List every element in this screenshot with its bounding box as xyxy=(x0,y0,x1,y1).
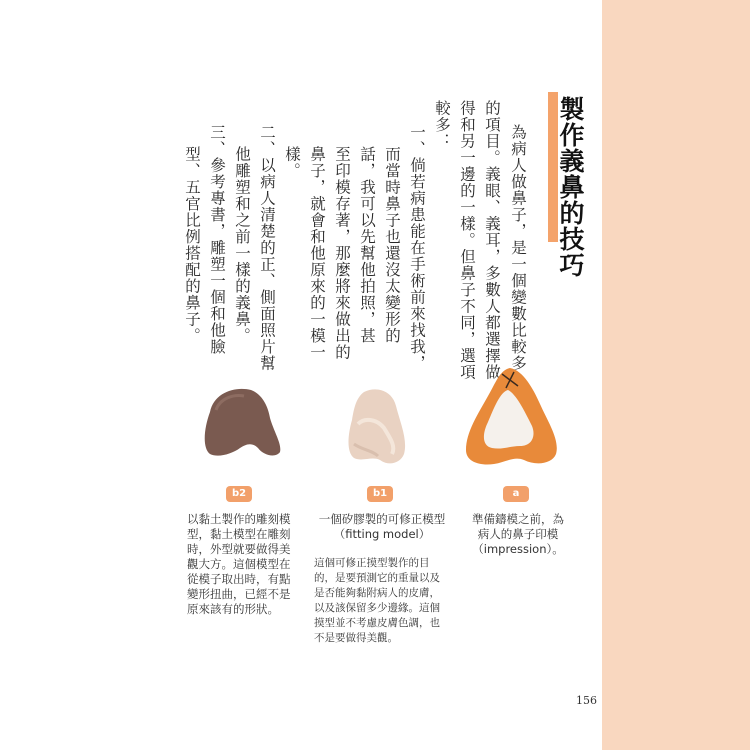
caption-line: 以黏土製作的雕刻模 xyxy=(187,512,291,526)
item2-line: 二、以病人清楚的正、側面照片幫 xyxy=(258,124,276,372)
item1-line: 一、倘若病患能在手術前來找我， xyxy=(408,124,426,372)
intro-line: 得和另一邊的一樣。但鼻子不同，選項 xyxy=(458,100,476,381)
caption-line: 病人的鼻子印模 xyxy=(477,527,559,541)
caption-line: 變形扭曲，已經不是 xyxy=(187,587,291,601)
item1-line: 話，我可以先幫他拍照，甚 xyxy=(358,146,376,344)
item1-line: 至印模存著，那麼將來做出的 xyxy=(333,146,351,361)
caption-line: 一個矽膠製的可修正模型 xyxy=(318,512,446,526)
item3-line: 三、參考專書，雕塑一個和他臉 xyxy=(208,124,226,355)
note-line: 以及該保留多少邊緣。這個 xyxy=(314,602,440,614)
title-text: 製作義鼻的技巧 xyxy=(556,96,585,278)
caption-line: （fitting model） xyxy=(333,527,431,541)
caption-b1 xyxy=(318,512,446,542)
figure-badge-b2: b2 xyxy=(226,486,252,502)
caption-line: 原來該有的形狀。 xyxy=(187,602,279,616)
figure-badge-b1: b1 xyxy=(367,486,393,502)
intro-line: 為病人做鼻子，是一個變數比較多 xyxy=(509,124,527,372)
item2-line: 他雕塑和之前一樣的義鼻。 xyxy=(233,146,251,344)
note-line: 這個可修正摸型製作的目 xyxy=(314,557,430,569)
page-edge-band xyxy=(602,0,750,750)
caption-b2 xyxy=(187,512,307,617)
item3-line: 型、五官比例搭配的鼻子。 xyxy=(183,146,201,344)
intro-line: 較多： xyxy=(433,100,451,150)
caption-line: 觀大方。這個模型在 xyxy=(187,557,291,571)
page-number: 156 xyxy=(576,694,597,707)
figure-badge-a: a xyxy=(503,486,529,502)
note-line: 摸型並不考慮皮膚色調，也 xyxy=(314,617,440,629)
caption-line: 時，外型就要做得美 xyxy=(187,542,291,556)
note-line: 不是要做得美觀。 xyxy=(314,632,398,644)
section-title xyxy=(548,92,590,278)
nose-impression-image xyxy=(462,364,562,470)
note-line: 是否能夠黏附病人的皮膚， xyxy=(314,587,440,599)
caption-line: （impression）。 xyxy=(472,542,564,556)
caption-line: 型，黏土模型在雕刻 xyxy=(187,527,291,541)
silicone-fitting-model-image xyxy=(342,384,412,468)
caption-a xyxy=(466,512,570,557)
item1-line: 而當時鼻子也還沒太變形的 xyxy=(383,146,401,344)
note-line: 的，是要預測它的重量以及 xyxy=(314,572,440,584)
item1-line: 樣。 xyxy=(283,146,301,179)
caption-line: 準備鑄模之前，為 xyxy=(472,512,564,526)
item1-line: 鼻子，就會和他原來的一模一 xyxy=(308,146,326,361)
clay-nose-model-image xyxy=(196,382,288,462)
intro-line: 的項目。義眼、義耳，多數人都選擇做 xyxy=(483,100,501,381)
caption-line: 從模子取出時，有點 xyxy=(187,572,291,586)
note-b1 xyxy=(314,556,454,646)
